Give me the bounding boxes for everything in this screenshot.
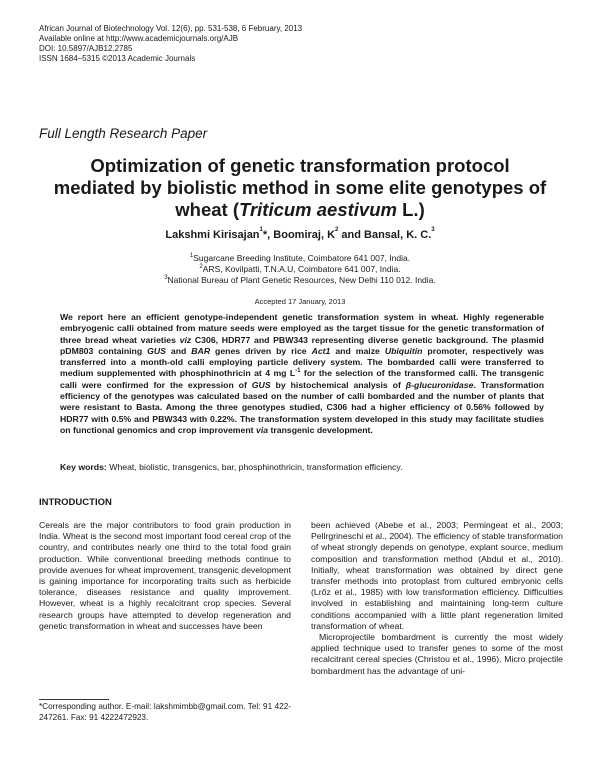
abstract-text: genes driven by rice	[210, 345, 312, 356]
abstract-text: and	[165, 345, 192, 356]
section-heading-introduction: INTRODUCTION	[39, 497, 112, 508]
abstract-text: . Transformation efficiency of the genotypes was calculated based on the number of calli bombarded and the number of plants that were resistant to Basta. Among the three genotypes studied, C306 had a higher efficiency of 0.56% followed by HDR77 with 0.5% and PBW343 with 0.22%. The transformation system developed in this study may facilitate studies on functional genomics and crop improvement	[60, 379, 545, 435]
intro-column-right	[311, 520, 563, 677]
abstract	[60, 312, 544, 436]
gene-name: GUS	[251, 379, 271, 390]
author-name: Boomiraj, K	[273, 229, 336, 241]
keywords	[60, 462, 544, 473]
affiliation-number: 3	[164, 275, 168, 281]
gene-name: Act1	[311, 345, 331, 356]
abstract-text: We report here an efficient genotype-independent genetic transformation system in wheat. Highly regenerable embryogenic calli obtained from mature seeds were employed as the target tissue for the genetic transformation of three bread wheat varieties	[60, 312, 544, 345]
abstract-text: for the selection of the transformed calli. The transgenic calli were confirmed for the expression of	[60, 368, 544, 390]
title-line-2: mediated by biolistic method in some elite genotypes of	[53, 177, 547, 198]
paper-type: Full Length Research Paper	[39, 126, 208, 141]
author-affiliation-mark: 2	[335, 227, 339, 233]
journal-availability: Available online at http://www.academicjournals.org/AJB	[39, 34, 239, 43]
enzyme-name: β-glucuronidase	[405, 379, 474, 390]
author-separator: and	[338, 229, 365, 241]
gene-name: BAR	[191, 345, 211, 356]
doi: DOI: 10.5897/AJB12.2785	[39, 44, 133, 53]
affiliation-text: National Bureau of Plant Genetic Resources, New Delhi 110 012. India.	[167, 275, 436, 285]
intro-paragraph: Microprojectile bombardment is currently the most widely applied technique used to transfer genes to some of the most recalcitrant cereal species (Christou et al., 1996). Micro projectile bombardment has the advantage of uni-	[311, 632, 563, 676]
affiliation-number: 1	[189, 253, 194, 259]
affiliation-text: ARS, Kovilpatti, T.N.A.U, Coimbatore 641 007, India.	[202, 264, 401, 274]
author-list	[30, 229, 570, 241]
intro-paragraph: Cereals are the major contributors to food grain production in India. Wheat is the second most important food cereal crop of the country, and contributes nearly one third to the total food grain production. While conventional breeding methods continue to provide avenues for wheat improvement, transgenic development is gaining importance for incorporating traits such as herbicide tolerance, diseases resistance and quality improvement. However, wheat is a highly recalcitrant crop species. Several research groups have attempted to develop regeneration and genetic transformation in wheat and successes have been	[39, 520, 291, 631]
abstract-italic: via	[255, 424, 269, 435]
affiliation-item	[30, 275, 570, 286]
author-name: Lakshmi Kirisajan	[165, 229, 260, 241]
keywords-label: Key words:	[60, 462, 107, 472]
abstract-text: C306, HDR77 and PBW343 representing diverse genetic background. The plasmid pDM803 containing	[60, 334, 544, 356]
affiliations	[30, 253, 570, 286]
species-name: Triticum aestivum	[238, 199, 397, 220]
keywords-text: Wheat, biolistic, transgenics, bar, phosphinothricin, transformation efficiency.	[106, 462, 403, 472]
abstract-italic: viz	[179, 334, 192, 345]
abstract-text: by histochemical analysis of	[270, 379, 406, 390]
intro-column-left	[39, 520, 291, 632]
author-affiliation-mark: 3	[431, 227, 435, 233]
corresponding-mark: *,	[262, 229, 274, 241]
author-affiliation-mark: 1	[259, 227, 263, 233]
affiliation-item	[30, 264, 570, 275]
affiliation-item	[30, 253, 570, 264]
title-line-1: Optimization of genetic transformation protocol	[90, 155, 510, 176]
accepted-date: Accepted 17 January, 2013	[254, 297, 346, 306]
author-name: Bansal, K. C.	[364, 229, 432, 241]
affiliation-text: Sugarcane Breeding Institute, Coimbatore 641 007, India.	[193, 253, 411, 263]
abstract-text: promoter, respectively was transferred into a month-old calli employing particle delivery system. The bombarded calli were transferred to medium supplemented with phosphinothricin at 4 mg L	[60, 345, 544, 379]
gene-name: Ubiquitin	[384, 345, 423, 356]
issn: ISSN 1684–5315 ©2013 Academic Journals	[39, 54, 196, 63]
paper-title	[30, 155, 570, 221]
corresponding-author-footnote: *Corresponding author. E-mail: lakshmimbb@gmail.com. Tel: 91 422-247261. Fax: 91 4222472923.	[39, 702, 291, 722]
footnote-divider	[39, 699, 109, 700]
title-text: wheat (	[175, 199, 239, 220]
journal-header	[39, 24, 302, 64]
unit-superscript: -1	[295, 368, 301, 375]
title-line-3	[30, 199, 570, 221]
gene-name: GUS	[147, 345, 166, 356]
abstract-text: transgenic development.	[268, 424, 373, 435]
title-text: L.)	[396, 199, 425, 220]
intro-paragraph: been achieved (Abebe et al., 2003; Permingeat et al., 2003; Pellrgrineschi et al., 2004). The efficiency of stable transformation of wheat strongly depends on genotype, explant source, medium composition and transformation method (Abdul et al., 2010). Initially, wheat transformation was obtained by direct gene transfer methods into protoplast from cultured embryonic cells (Lrőz et al., 1985) with low transformation efficiency. Difficulties involved in establishing and maintaining long-term culture conditions accompanied with a little plant regeneration limited transformation of wheat.	[311, 520, 563, 631]
journal-citation: African Journal of Biotechnology Vol. 12(6), pp. 531-538, 6 February, 2013	[39, 24, 303, 33]
abstract-text: and maize	[330, 345, 385, 356]
affiliation-number: 2	[199, 264, 203, 270]
